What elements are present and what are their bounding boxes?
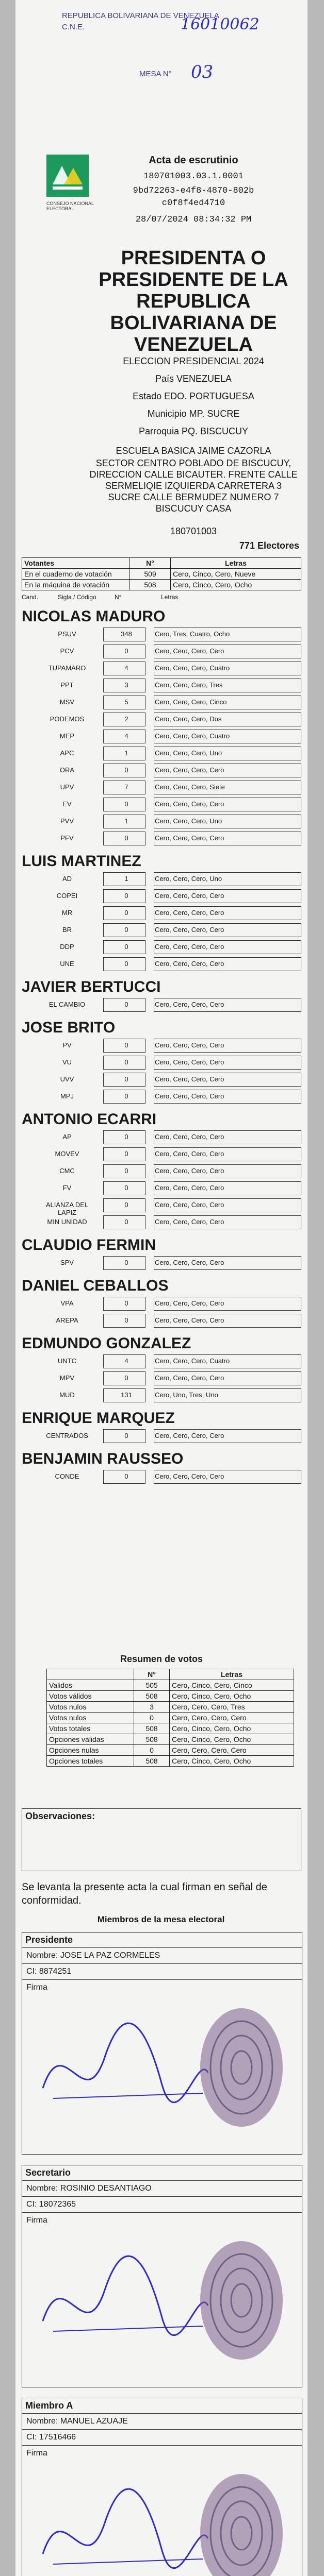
table-row — [36, 798, 301, 811]
party-votes-letters: Cero, Cero, Cero, Cero — [155, 1001, 224, 1008]
votes-header-number: N° — [115, 594, 122, 601]
party-votes-letters: Cero, Cero, Cero, Cero — [155, 960, 224, 968]
party-votes-letters: Cero, Cero, Cero, Dos — [155, 715, 222, 723]
votantes-label: En el cuaderno de votación — [22, 569, 130, 580]
party-votes: 7 — [124, 783, 128, 791]
party-votes-letters: Cero, Cero, Cero, Cero — [155, 1201, 224, 1209]
signer-firma-label: Firma — [26, 2449, 47, 2458]
party-votes: 0 — [124, 1167, 128, 1175]
party-votes: 0 — [124, 1133, 128, 1141]
table-row — [36, 1371, 301, 1385]
party-votes-letters: Cero, Cero, Cero, Cero — [155, 766, 224, 774]
candidate-name: DANIEL CEBALLOS — [22, 1277, 169, 1294]
votes-header-letters: Letras — [161, 594, 179, 601]
party-votes: 3 — [124, 681, 128, 689]
table-row — [36, 696, 301, 709]
party-code: DDP — [60, 943, 74, 951]
party-votes-letters: Cero, Cero, Cero, Cero — [155, 1299, 224, 1307]
signer-name-row: Nombre: ROSINIO DESANTIAGO — [22, 2180, 302, 2196]
party-code: MPV — [59, 1374, 75, 1382]
party-votes-letters: Cero, Cero, Cero, Cero — [155, 800, 224, 808]
party-votes: 0 — [124, 1259, 128, 1266]
summary-number: 3 — [134, 1702, 170, 1713]
summary-header: N° — [134, 1669, 170, 1680]
summary-letters: Cero, Cero, Cero, Cero — [170, 1745, 294, 1756]
signer-name-row: Nombre: MANUEL AZUAJE — [22, 2413, 302, 2429]
acta-code-2: 9bd72263-e4f8-4870-802b — [133, 186, 254, 196]
table-row — [36, 730, 301, 743]
party-code: UNTC — [57, 1357, 77, 1365]
table-row — [36, 889, 301, 903]
party-votes-letters: Cero, Cero, Cero, Cero — [155, 1150, 224, 1158]
party-code: MR — [61, 909, 73, 917]
party-code: PVV — [60, 817, 74, 825]
table-row — [36, 1147, 301, 1161]
signer-firma-label: Firma — [26, 1983, 47, 1992]
fingerprint-icon — [192, 2001, 290, 2134]
votantes-section — [15, 557, 307, 601]
signer-firma-label: Firma — [26, 2216, 47, 2225]
signer-role: Presidente — [25, 1935, 73, 1945]
candidate-name: ENRIQUE MARQUEZ — [22, 1410, 175, 1427]
party-code: VU — [62, 1058, 72, 1066]
party-code: BR — [62, 926, 72, 934]
summary-label: Votos nulos — [47, 1713, 134, 1723]
acta-datetime: 28/07/2024 08:34:32 PM — [135, 215, 252, 225]
header-stamp — [62, 10, 279, 93]
party-votes-letters: Cero, Cero, Cero, Uno — [155, 749, 222, 757]
party-votes-letters: Cero, Cero, Cero, Cuatro — [155, 732, 230, 740]
party-votes: 0 — [124, 892, 128, 900]
closing-paragraph: Se levanta la presente acta la cual firman en señal de conformidad. — [22, 1882, 267, 1906]
table-row — [47, 1713, 294, 1723]
table-row — [36, 1056, 301, 1070]
observations-box — [22, 1808, 301, 1871]
party-code: CENTRADOS — [46, 1432, 88, 1439]
summary-letters: Cero, Cero, Cero, Cero — [170, 1713, 294, 1723]
summary-label: Votos válidos — [47, 1691, 134, 1702]
table-row — [36, 1039, 301, 1053]
party-code: PFV — [60, 834, 74, 842]
summary-label: Validos — [47, 1680, 134, 1691]
summary-letters: Cero, Cero, Cero, Tres — [170, 1702, 294, 1713]
summary-number: 508 — [134, 1691, 170, 1702]
table-row — [47, 1680, 294, 1691]
party-votes: 0 — [124, 1184, 128, 1192]
state-line: Estado EDO. PORTUGUESA — [133, 391, 254, 401]
summary-letters: Cero, Cinco, Cero, Cinco — [170, 1680, 294, 1691]
candidate-name: JAVIER BERTUCCI — [22, 978, 161, 995]
summary-number: 505 — [134, 1680, 170, 1691]
votantes-header: Letras — [171, 558, 301, 569]
summary-header: Letras — [170, 1669, 294, 1680]
votantes-letters: Cero, Cinco, Cero, Ocho — [171, 580, 301, 590]
summary-number: 508 — [134, 1723, 170, 1734]
party-votes-letters: Cero, Cero, Cero, Cero — [155, 926, 224, 934]
party-code: PODEMOS — [50, 715, 85, 723]
table-row — [36, 1130, 301, 1144]
votes-header-cand: Cand. — [22, 594, 39, 601]
table-row — [47, 1756, 294, 1767]
table-row — [22, 569, 301, 580]
cne-logo-icon — [46, 155, 89, 197]
signer-name-label: Nombre — [26, 2417, 56, 2426]
party-code: TUPAMARO — [48, 664, 86, 672]
signer-firma-row — [22, 2212, 302, 2384]
table-row — [36, 1297, 301, 1311]
party-votes: 0 — [124, 1374, 128, 1382]
party-votes-letters: Cero, Cero, Cero, Cero — [155, 1058, 224, 1066]
signer-block — [22, 1932, 302, 2155]
party-code: MIN UNIDAD — [47, 1218, 87, 1226]
party-votes-letters: Cero, Cero, Cero, Cero — [155, 1075, 224, 1083]
electors-count: 771 Electores — [239, 540, 299, 551]
party-votes: 0 — [124, 834, 128, 842]
party-code: MPJ — [60, 1092, 74, 1100]
party-votes: 5 — [124, 698, 128, 706]
signer-name: JOSE LA PAZ CORMELES — [60, 1951, 160, 1960]
fingerprint-icon — [192, 2466, 290, 2576]
voting-center-address: SECTOR CENTRO POBLADO DE BISCUCUY, DIRECCION CALLE BICAUTER. FRENTE CALLE SERMELIQIE IZQUIERDA CARRETERA 3 SUCRE CALLE BERMUDEZ NUMERO 7 BISCUCUY CASA — [89, 458, 298, 514]
party-votes: 0 — [124, 1432, 128, 1439]
party-votes: 0 — [124, 1001, 128, 1008]
votantes-label: En la máquina de votación — [22, 580, 130, 590]
party-votes: 0 — [124, 766, 128, 774]
party-code: UPV — [60, 783, 74, 791]
signer-role: Secretario — [25, 2167, 71, 2178]
party-votes: 0 — [124, 1218, 128, 1226]
observations-label: Observaciones: — [25, 1811, 95, 1821]
party-votes-letters: Cero, Cero, Cero, Cero — [155, 834, 224, 842]
candidate-name: CLAUDIO FERMIN — [22, 1236, 156, 1253]
party-votes-letters: Cero, Cero, Cero, Tres — [155, 681, 223, 689]
table-row — [22, 580, 301, 590]
party-code: FV — [62, 1184, 72, 1192]
summary-header — [47, 1669, 134, 1680]
party-votes: 348 — [121, 630, 132, 638]
party-votes: 4 — [124, 664, 128, 672]
party-code: CONDE — [55, 1472, 79, 1480]
party-votes-letters: Cero, Cero, Cero, Uno — [155, 875, 222, 883]
table-row — [36, 1181, 301, 1195]
stamp-handwritten-code: 16010062 — [181, 15, 260, 33]
candidate-name: ANTONIO ECARRI — [22, 1111, 157, 1128]
signer-ci-label: CI — [26, 2200, 35, 2209]
votantes-letters: Cero, Cinco, Cero, Nueve — [171, 569, 301, 580]
table-row — [36, 1470, 301, 1484]
table-row — [36, 872, 301, 886]
table-row — [47, 1723, 294, 1734]
summary-label: Opciones nulas — [47, 1745, 134, 1756]
table-row — [36, 1388, 301, 1402]
table-row — [47, 1691, 294, 1702]
party-code: AD — [62, 875, 72, 883]
acta-title: Acta de escrutinio — [149, 155, 238, 166]
party-votes: 0 — [124, 1150, 128, 1158]
votantes-number: 509 — [130, 569, 171, 580]
summary-number: 508 — [134, 1756, 170, 1767]
table-row — [36, 1256, 301, 1270]
summary-label: Votos totales — [47, 1723, 134, 1734]
table-row — [36, 1090, 301, 1104]
signer-name-row: Nombre: JOSE LA PAZ CORMELES — [22, 1947, 302, 1963]
party-code: MSV — [59, 698, 75, 706]
stamp-handwritten-mesa: 03 — [191, 62, 214, 82]
party-votes: 4 — [124, 732, 128, 740]
signer-ci: 17516466 — [39, 2433, 76, 2442]
party-code: EL CAMBIO — [48, 1001, 86, 1008]
table-row — [36, 1314, 301, 1328]
summary-label: Votos nulos — [47, 1702, 134, 1713]
table-row — [36, 764, 301, 777]
election-title: PRESIDENTA O PRESIDENTE DE LA REPUBLICA BOLIVARIANA DE VENEZUELA — [99, 247, 288, 355]
cne-logo-label: CONSEJO NACIONAL ELECTORAL — [46, 201, 94, 211]
party-votes-letters: Cero, Cero, Cero, Cero — [155, 1259, 224, 1266]
summary-number: 508 — [134, 1734, 170, 1745]
party-code: VPA — [60, 1299, 74, 1307]
party-votes-letters: Cero, Cero, Cero, Cero — [155, 1218, 224, 1226]
party-code: PV — [62, 1041, 72, 1049]
summary-label: Opciones totales — [47, 1756, 134, 1767]
stamp-mesa-label: MESA N° — [139, 70, 172, 78]
party-votes: 0 — [124, 800, 128, 808]
signer-ci-row: CI: 17516466 — [22, 2429, 302, 2445]
party-votes: 0 — [124, 1201, 128, 1209]
votes-header-sigla: Sigla / Código — [58, 594, 96, 601]
party-votes-letters: Cero, Uno, Tres, Uno — [155, 1391, 218, 1399]
party-votes-letters: Cero, Cero, Cero, Cinco — [155, 698, 227, 706]
candidate-name: BENJAMIN RAUSSEO — [22, 1450, 184, 1467]
candidate-name: LUIS MARTINEZ — [22, 853, 141, 870]
signer-name: ROSINIO DESANTIAGO — [60, 2184, 152, 2193]
summary-number: 0 — [134, 1745, 170, 1756]
party-votes: 0 — [124, 1041, 128, 1049]
stamp-line-2: C.N.E. — [62, 23, 85, 31]
party-code: UNE — [60, 960, 74, 968]
party-code: PCV — [60, 647, 74, 655]
party-votes-letters: Cero, Cero, Cero, Cero — [155, 1092, 224, 1100]
summary-section — [15, 1654, 307, 1767]
party-code: SPV — [60, 1259, 74, 1266]
table-row — [36, 628, 301, 641]
party-votes-letters: Cero, Cero, Cero, Cero — [155, 1374, 224, 1382]
party-code: EV — [62, 800, 72, 808]
table-row — [36, 713, 301, 726]
table-row — [36, 662, 301, 675]
party-votes-letters: Cero, Cero, Cero, Cero — [155, 892, 224, 900]
votantes-number: 508 — [130, 580, 171, 590]
stamp-line-1: REPUBLICA BOLIVARIANA DE VENEZUELA — [62, 11, 219, 20]
party-code: COPEI — [56, 892, 78, 900]
table-row — [36, 645, 301, 658]
table-row — [36, 998, 301, 1012]
party-votes-letters: Cero, Cero, Cero, Cero — [155, 943, 224, 951]
summary-table — [46, 1669, 294, 1767]
party-votes: 0 — [124, 1472, 128, 1480]
votantes-table — [22, 557, 301, 590]
party-code: ALIANZA DEL LAPIZ — [45, 1201, 89, 1216]
party-votes-letters: Cero, Cero, Cero, Cero — [155, 647, 224, 655]
summary-letters: Cero, Cinco, Cero, Ocho — [170, 1756, 294, 1767]
signer-name: MANUEL AZUAJE — [60, 2417, 128, 2426]
party-votes-letters: Cero, Cero, Cero, Cero — [155, 1472, 224, 1480]
summary-letters: Cero, Cinco, Cero, Ocho — [170, 1691, 294, 1702]
candidate-name: JOSE BRITO — [22, 1019, 116, 1036]
signer-ci: 8874251 — [39, 1967, 72, 1976]
party-code: UVV — [60, 1075, 74, 1083]
signer-block — [22, 2165, 302, 2387]
table-row — [36, 1429, 301, 1443]
signer-ci-label: CI — [26, 1967, 35, 1976]
party-votes: 0 — [124, 926, 128, 934]
party-votes: 1 — [124, 749, 128, 757]
party-code: PSUV — [58, 630, 76, 638]
party-votes: 2 — [124, 715, 128, 723]
party-votes-letters: Cero, Cero, Cero, Cuatro — [155, 664, 230, 672]
summary-letters: Cero, Cinco, Cero, Ocho — [170, 1723, 294, 1734]
voting-center: ESCUELA BASICA JAIME CAZORLA — [116, 446, 271, 456]
party-votes-letters: Cero, Cero, Cero, Cero — [155, 1184, 224, 1192]
summary-title: Resumen de votos — [120, 1654, 203, 1664]
party-code: AREPA — [56, 1316, 78, 1324]
party-code: PPT — [60, 681, 74, 689]
table-row — [36, 747, 301, 760]
signer-firma-row — [22, 2445, 302, 2576]
table-row — [36, 906, 301, 920]
party-votes-letters: Cero, Cero, Cero, Cero — [155, 1432, 224, 1439]
party-votes: 131 — [121, 1391, 132, 1399]
party-code: MEP — [59, 732, 75, 740]
table-row — [36, 1354, 301, 1368]
voting-center-code: 180701003 — [170, 526, 217, 536]
candidate-name: NICOLAS MADURO — [22, 608, 166, 625]
party-votes: 0 — [124, 909, 128, 917]
table-row — [36, 940, 301, 954]
candidate-name: EDMUNDO GONZALEZ — [22, 1335, 191, 1352]
signer-name-label: Nombre — [26, 2184, 56, 2193]
party-votes-letters: Cero, Cero, Cero, Cuatro — [155, 1357, 230, 1365]
table-row — [36, 1164, 301, 1178]
election-name: ELECCION PRESIDENCIAL 2024 — [123, 356, 264, 366]
signer-role: Miembro A — [25, 2400, 73, 2411]
party-votes-letters: Cero, Cero, Cero, Siete — [155, 783, 225, 791]
party-code: MUD — [59, 1391, 75, 1399]
summary-letters: Cero, Cinco, Cero, Ocho — [170, 1734, 294, 1745]
party-code: APC — [60, 749, 74, 757]
party-votes: 1 — [124, 875, 128, 883]
party-votes-letters: Cero, Tres, Cuatro, Ocho — [155, 630, 230, 638]
acta-document — [15, 0, 307, 2576]
party-votes: 0 — [124, 943, 128, 951]
signer-ci: 18072365 — [39, 2200, 76, 2209]
party-code: CMC — [59, 1167, 75, 1175]
parish-line: Parroquia PQ. BISCUCUY — [138, 426, 249, 436]
party-code: ORA — [59, 766, 75, 774]
table-row — [36, 679, 301, 692]
party-votes-letters: Cero, Cero, Cero, Uno — [155, 817, 222, 825]
acta-code-3: c0f8f4ed4710 — [161, 198, 225, 208]
signer-ci-label: CI — [26, 2433, 35, 2442]
votantes-header: N° — [130, 558, 171, 569]
table-row — [36, 923, 301, 937]
party-votes: 0 — [124, 1299, 128, 1307]
table-row — [36, 815, 301, 828]
table-row — [36, 781, 301, 794]
party-votes: 0 — [124, 1092, 128, 1100]
party-votes-letters: Cero, Cero, Cero, Cero — [155, 1133, 224, 1141]
acta-code-1: 180701003.03.1.0001 — [143, 172, 244, 181]
table-row — [36, 1198, 301, 1216]
municipality-line: Municipio MP. SUCRE — [147, 409, 240, 419]
party-votes-letters: Cero, Cero, Cero, Cero — [155, 1316, 224, 1324]
fingerprint-icon — [192, 2233, 290, 2367]
party-votes: 0 — [124, 1075, 128, 1083]
signer-block — [22, 2398, 302, 2576]
summary-number: 0 — [134, 1713, 170, 1723]
table-row — [36, 1215, 301, 1229]
signer-name-label: Nombre — [26, 1951, 56, 1960]
signer-ci-row: CI: 8874251 — [22, 1963, 302, 1979]
party-code: AP — [62, 1133, 72, 1141]
party-votes: 0 — [124, 960, 128, 968]
table-row — [36, 957, 301, 971]
signer-firma-row — [22, 1979, 302, 2151]
country-line: País VENEZUELA — [155, 374, 232, 384]
votantes-header: Votantes — [22, 558, 130, 569]
table-row — [47, 1734, 294, 1745]
party-votes-letters: Cero, Cero, Cero, Cero — [155, 1167, 224, 1175]
table-row — [47, 1745, 294, 1756]
party-votes: 4 — [124, 1357, 128, 1365]
table-row — [36, 832, 301, 845]
members-title: Miembros de la mesa electoral — [97, 1914, 225, 1924]
party-votes: 0 — [124, 647, 128, 655]
party-code: MOVEV — [55, 1150, 79, 1158]
party-votes: 0 — [124, 1316, 128, 1324]
signer-ci-row: CI: 18072365 — [22, 2196, 302, 2212]
party-votes-letters: Cero, Cero, Cero, Cero — [155, 909, 224, 917]
party-votes: 0 — [124, 1058, 128, 1066]
table-row — [36, 1073, 301, 1087]
party-votes: 1 — [124, 817, 128, 825]
table-row — [47, 1702, 294, 1713]
summary-label: Opciones válidas — [47, 1734, 134, 1745]
party-votes-letters: Cero, Cero, Cero, Cero — [155, 1041, 224, 1049]
